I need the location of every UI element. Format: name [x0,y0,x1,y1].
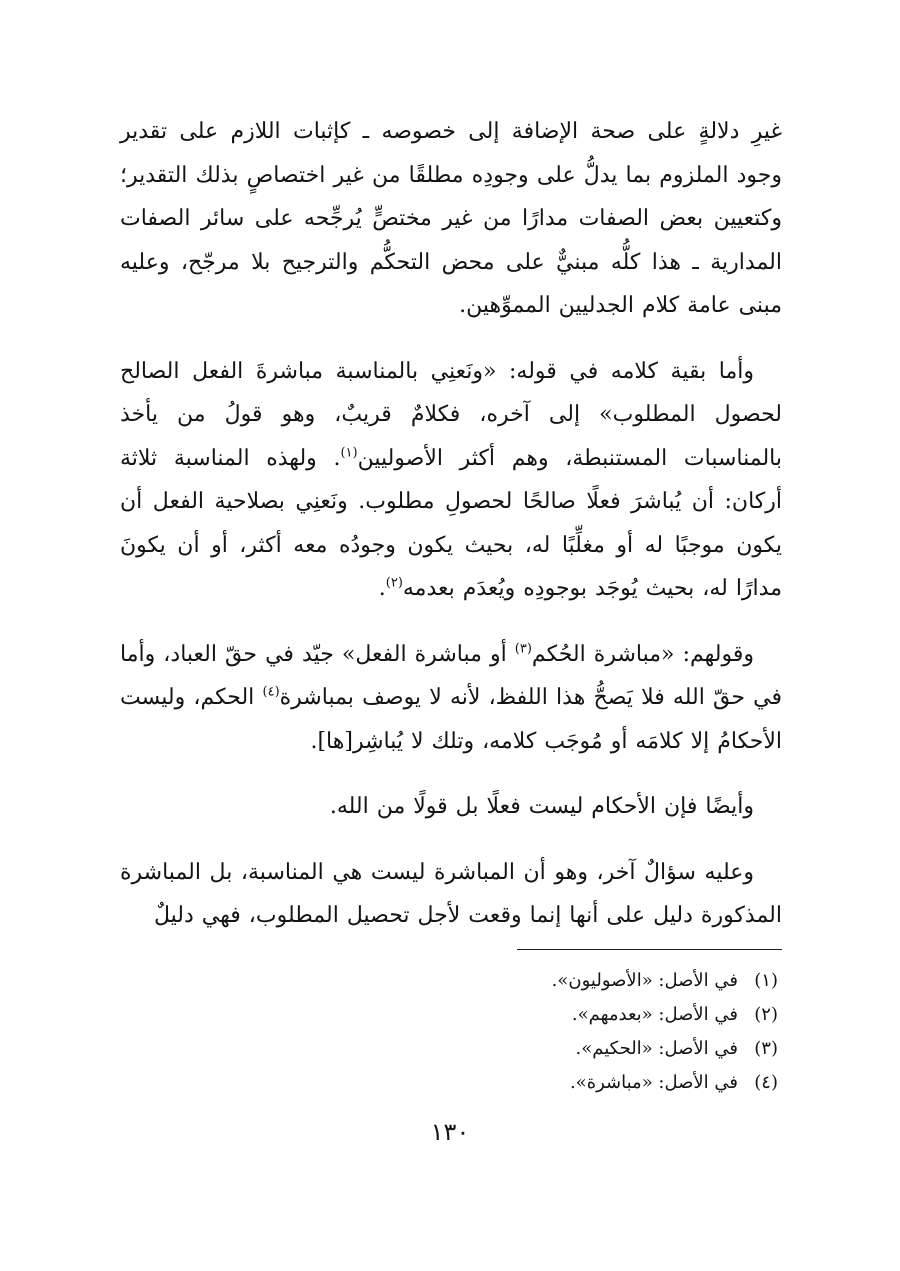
footnote-3-number: (٣) [754,1038,778,1059]
footnote-4-number: (٤) [754,1072,778,1093]
footnote-4 [278,1066,778,1100]
footnote-2-text: في الأصل: «بعدمهم». [571,1004,738,1025]
footnote-ref-3: (٣) [514,641,532,657]
footnote-2-number: (٢) [754,1004,778,1025]
footnote-1 [278,964,778,998]
paragraph-3-text-b: أو مباشرة الفعل» جيّد في حقّ العباد، وأما في حقّ الله فلا يَصحُّ هذا اللفظ، لأنه لا يوصف بمباشرة [120,641,783,710]
page-number: ١٣٠ [430,1118,470,1146]
footnote-4-text: في الأصل: «مباشرة». [569,1072,738,1093]
paragraph-2-text-c: . [378,576,386,601]
footnote-1-text: في الأصل: «الأصوليون». [551,970,738,991]
paragraph-3-text-a: وقولهم: «مباشرة الحُكم [531,641,754,667]
paragraph-2 [120,350,782,611]
paragraph-4-text: وأيضًا فإن الأحكام ليست فعلًا بل قولًا من الله. [329,794,754,819]
paragraph-3 [120,633,782,764]
footnote-2 [278,998,778,1032]
footnote-3 [278,1032,778,1066]
paragraph-2-text-b: . ولهذه المناسبة ثلاثة أركان: أن يُباشرَ فعلًا صالحًا لحصولِ مطلوب. ونَعنِي بصلاحية الفعل أن يكون موجبًا له أو مغلِّبًا له، بحيث يكون وجودُه معه أكثر، أو أن يكونَ مدارًا له، بحيث يُوجَد بوجودِه ويُعدَم بعدمه [120,445,782,601]
paragraph-1-text: غيرِ دلالةٍ على صحة الإضافة إلى خصوصه ـ كإثبات اللازم على تقدير وجود الملزوم بما يدلُّ على وجودِه مطلقًا من غير اختصاصٍ بذلك التقدير؛ وكتعيين بعض الصفات مدارًا من غير مختصٍّ يُرجِّحه على سائر الصفات المدارية ـ هذا كلُّه مبنيٌّ على محض التحكُّم والترجيح بلا مرجّح، وعليه مبنى عامة كلام الجدليين المموِّهين. [120,119,782,318]
page-body [120,110,782,960]
paragraph-4 [120,785,782,829]
footnote-ref-4: (٤) [262,684,280,700]
paragraph-1 [120,110,782,328]
paragraph-3-text-c: الحكم، وليست الأحكامُ إلا كلامَه أو مُوجَب كلامه، وتلك لا يُباشِر[ها]. [120,685,782,754]
footnote-ref-2: (٢) [385,575,403,591]
paragraph-2-text-a: وأما بقية كلامه في قوله: «ونَعنِي بالمناسبة مباشرةَ الفعل الصالح لحصول المطلوب» إلى آخره، فكلامٌ قريبٌ، وهو قولُ من يأخذ بالمناسبات المستنبطة، وهم أكثر الأصوليين [120,358,782,471]
footnote-divider [517,949,782,950]
footnote-1-number: (١) [754,970,778,991]
footnote-ref-1: (١) [340,445,358,461]
footnote-3-text: في الأصل: «الحكيم». [575,1038,738,1059]
paragraph-5 [120,851,782,938]
paragraph-5-text: وعليه سؤالٌ آخر، وهو أن المباشرة ليست هي المناسبة، بل المباشرة المذكورة دليل على أنها إنما وقعت لأجل تحصيل المطلوب، فهي دليلٌ [120,859,782,928]
footnotes [278,964,778,1100]
